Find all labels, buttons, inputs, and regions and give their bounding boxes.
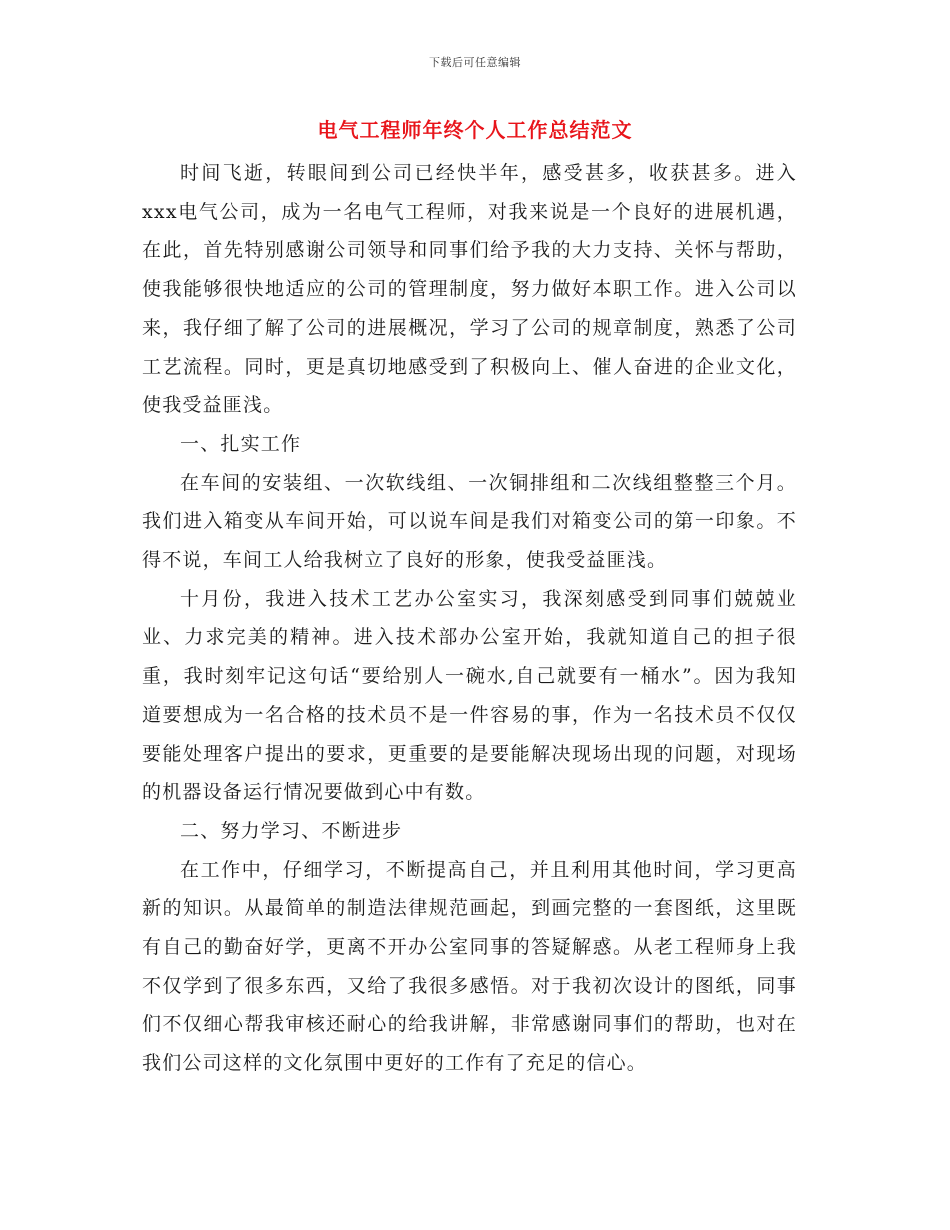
paragraph-learning: 在工作中，仔细学习，不断提高自己，并且利用其他时间，学习更高新的知识。从最简单的制造法律规范画起，到画完整的一套图纸，这里既有自己的勤奋好学，更离不开办公室同事的答疑解惑。从老工程师身上我不仅学到了很多东西，又给了我很多感悟。对于我初次设计的图纸，同事们不仅细心帮我审核还耐心的给我讲解，非常感谢同事们的帮助，也对在我们公司这样的文化氛围中更好的工作有了充足的信心。	[142, 858, 797, 1075]
paragraph-intro: 时间飞逝，转眼间到公司已经快半年，感受甚多，收获甚多。进入xxx电气公司，成为一名电气工程师，对我来说是一个良好的进展机遇，在此，首先特别感谢公司领导和同事们给予我的大力支持、关怀与帮助，使我能够很快地适应的公司的管理制度，努力做好本职工作。进入公司以来，我仔细了解了公司的进展概况，学习了公司的规章制度，熟悉了公司工艺流程。同时，更是真切地感受到了积极向上、催人奋进的企业文化，使我受益匪浅。	[142, 162, 797, 417]
header-note: 下载后可任意编辑	[429, 56, 521, 69]
paragraph-workshop: 在车间的安装组、一次软线组、一次铜排组和二次线组整整三个月。我们进入箱变从车间开始，可以说车间是我们对箱变公司的第一印象。不得不说，车间工人给我树立了良好的形象，使我受益匪浅。	[142, 471, 797, 572]
paragraph-internship: 十月份，我进入技术工艺办公室实习，我深刻感受到同事们兢兢业业、力求完美的精神。进入技术部办公室开始，我就知道自己的担子很重，我时刻牢记这句话“要给别人一碗水,自己就要有一桶水”。因为我知道要想成为一名合格的技术员不是一件容易的事，作为一名技术员不仅仅要能处理客户提出的要求，更重要的是要能解决现场出现的问题，对现场的机器设备运行情况要做到心中有数。	[142, 587, 797, 804]
document-title: 电气工程师年终个人工作总结范文	[317, 118, 633, 142]
section-heading-1: 一、扎实工作	[180, 432, 302, 455]
section-heading-2: 二、努力学习、不断进步	[180, 819, 403, 842]
document-body	[142, 154, 797, 1083]
